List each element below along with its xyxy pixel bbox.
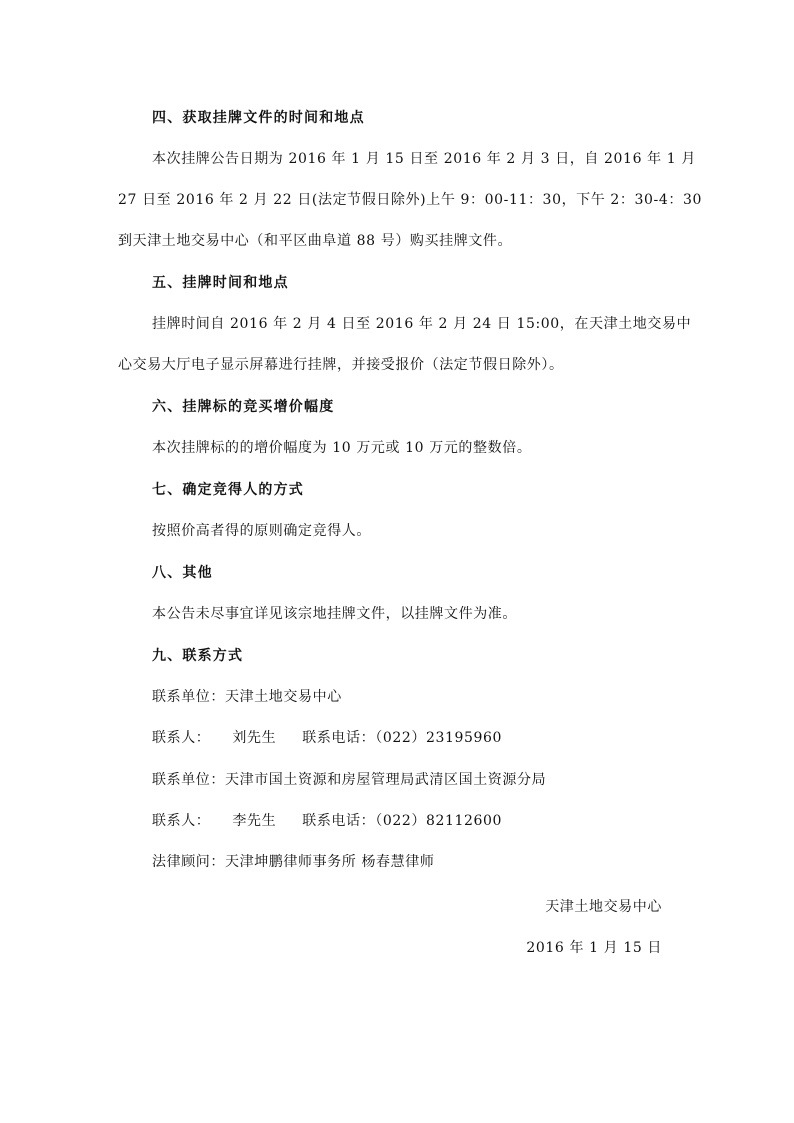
contact-person-name-1: 刘先生 bbox=[232, 730, 277, 746]
section-8-paragraph-line-1: 本公告未尽事宜详见该宗地挂牌文件，以挂牌文件为准。 bbox=[152, 606, 517, 622]
signature-date: 2016 年 1 月 15 日 bbox=[526, 940, 662, 956]
legal-advisor: 法律顾问：天津坤鹏律师事务所 杨春慧律师 bbox=[152, 854, 435, 870]
section-9-heading: 九、联系方式 bbox=[152, 648, 244, 664]
section-5-paragraph-line-1: 挂牌时间自 2016 年 2 月 4 日至 2016 年 2 月 24 日 15:00，在天津土地交易中 bbox=[152, 316, 692, 332]
section-6-heading: 六、挂牌标的竞买增价幅度 bbox=[152, 399, 335, 415]
section-7-paragraph-line-1: 按照价高者得的原则确定竞得人。 bbox=[152, 523, 371, 539]
section-4-heading: 四、获取挂牌文件的时间和地点 bbox=[152, 110, 365, 126]
section-4-paragraph-line-1: 本次挂牌公告日期为 2016 年 1 月 15 日至 2016 年 2 月 3 日，自 2016 年 1 月 bbox=[152, 151, 696, 167]
section-4-paragraph-line-2: 27 日至 2016 年 2 月 22 日(法定节假日除外)上午 9：00-11：30，下午 2：30-4：30 bbox=[118, 192, 702, 208]
signature-organization: 天津土地交易中心 bbox=[545, 899, 662, 915]
contact-phone-2: 联系电话：（022）82112600 bbox=[302, 813, 502, 829]
section-5-heading: 五、挂牌时间和地点 bbox=[152, 275, 289, 291]
section-6-paragraph-line-1: 本次挂牌标的的增价幅度为 10 万元或 10 万元的整数倍。 bbox=[152, 440, 532, 456]
contact-person-label-1: 联系人： bbox=[152, 730, 211, 746]
contact-person-row-1 bbox=[152, 729, 502, 747]
contact-phone-1: 联系电话：（022）23195960 bbox=[302, 730, 502, 746]
contact-person-name-2: 李先生 bbox=[232, 813, 277, 829]
contact-person-row-2 bbox=[152, 812, 502, 830]
section-4-paragraph-line-3: 到天津土地交易中心（和平区曲阜道 88 号）购买挂牌文件。 bbox=[118, 233, 513, 249]
contact-person-label-2: 联系人： bbox=[152, 813, 211, 829]
section-7-heading: 七、确定竞得人的方式 bbox=[152, 482, 304, 498]
section-5-paragraph-line-2: 心交易大厅电子显示屏幕进行挂牌，并接受报价（法定节假日除外）。 bbox=[118, 357, 564, 373]
section-8-heading: 八、其他 bbox=[152, 565, 213, 581]
contact-unit-1: 联系单位：天津土地交易中心 bbox=[152, 689, 342, 705]
contact-unit-2: 联系单位：天津市国土资源和房屋管理局武清区国土资源分局 bbox=[152, 772, 547, 788]
